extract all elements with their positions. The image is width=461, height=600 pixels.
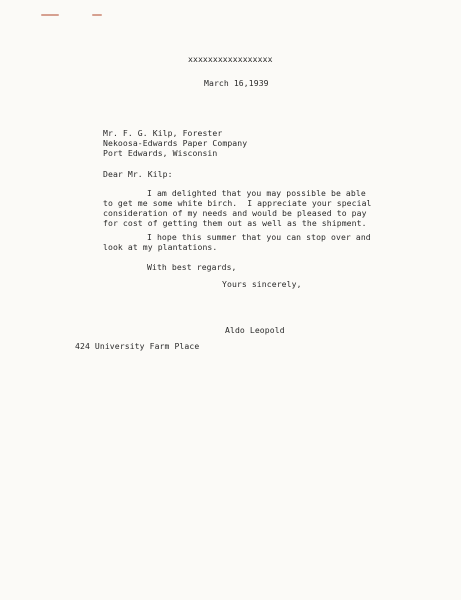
paragraph2-line: look at my plantations. (103, 242, 218, 252)
paragraph1-continuation (103, 198, 372, 228)
paragraph1-line: to get me some white birch. I appreciate your special (103, 198, 372, 208)
letter-date: March 16,1939 (204, 78, 269, 88)
paragraph1-line: I am delighted that you may possible be able (147, 188, 366, 198)
recipient-address (103, 128, 247, 158)
paragraph2-line: I hope this summer that you can stop over and (147, 232, 371, 242)
recipient-line: Mr. F. G. Kilp, Forester (103, 128, 223, 138)
closing-line: Yours sincerely, (222, 279, 302, 289)
edge-mark-left (41, 14, 59, 16)
paragraph1-line: consideration of my needs and would be pleased to pay (103, 208, 367, 218)
signature-name: Aldo Leopold (225, 325, 285, 335)
sender-address: 424 University Farm Place (75, 341, 200, 351)
edge-mark-right (92, 14, 102, 16)
paragraph1-line: for cost of getting them out as well as the shipment. (103, 218, 367, 228)
recipient-line: Nekoosa-Edwards Paper Company (103, 138, 248, 148)
regards-line: With best regards, (147, 262, 237, 272)
salutation: Dear Mr. Kilp: (103, 169, 173, 179)
recipient-line: Port Edwards, Wisconsin (103, 148, 218, 158)
header-xs: xxxxxxxxxxxxxxxxx (188, 54, 273, 64)
